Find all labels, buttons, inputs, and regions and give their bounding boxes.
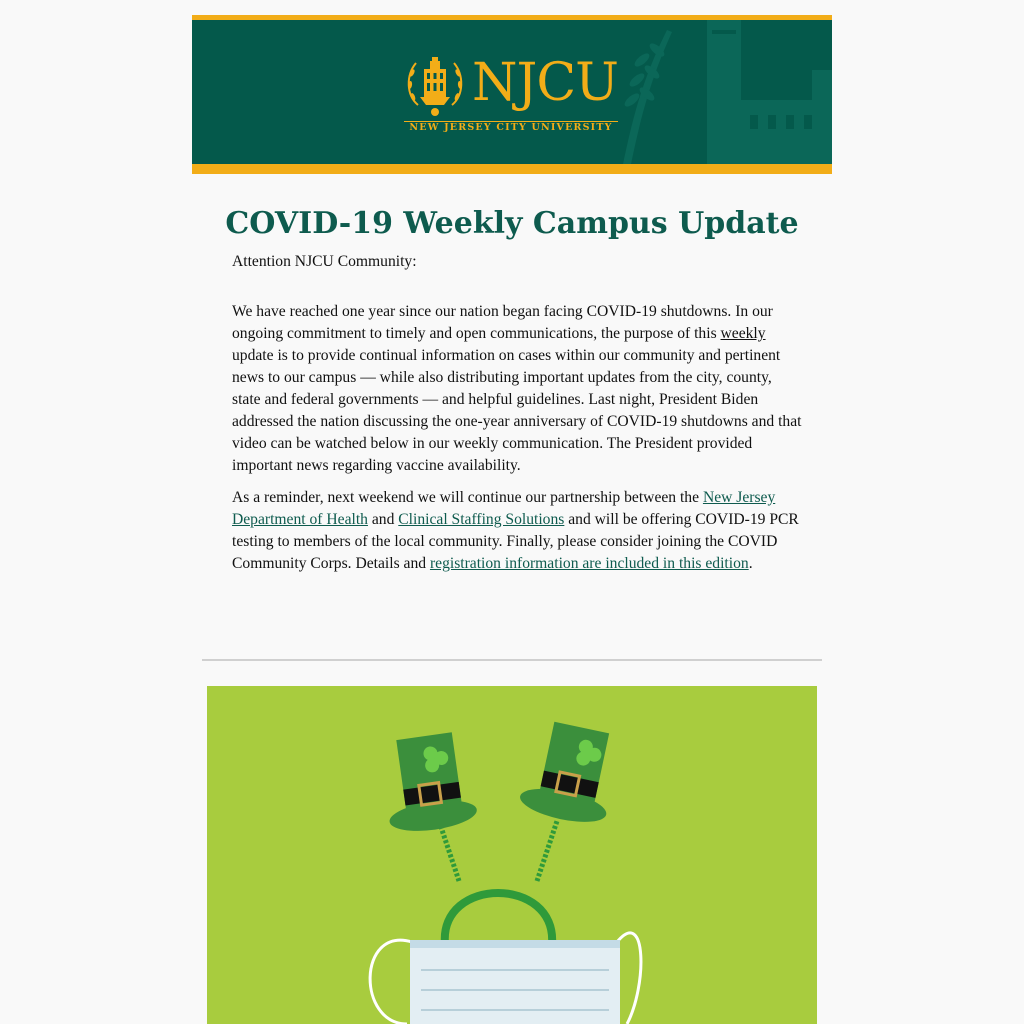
reminder-end: . (748, 555, 753, 572)
intro-paragraph (232, 301, 802, 477)
nj-department-of-health-link[interactable]: New Jersey Department of Health (232, 489, 776, 528)
section-divider (202, 659, 822, 661)
email-header-banner (192, 15, 832, 174)
reminder-text-a: As a reminder, next weekend we will continue our partnership between the (232, 489, 703, 506)
university-tower-seal-icon (404, 55, 466, 119)
weekly-underlined-word: weekly (720, 325, 766, 342)
clinical-staffing-solutions-link[interactable]: Clinical Staffing Solutions (398, 511, 565, 528)
reminder-text-b: and will be offering COVID-19 PCR testing to members of the local community. Finally, please consider joining the COVID Community Corps. Details and (232, 511, 799, 572)
header-bottom-stripe (192, 164, 832, 174)
hat-headband-and-mask-icon (207, 686, 817, 1024)
logo-subtitle: NEW JERSEY CITY UNIVERSITY (409, 122, 613, 133)
reminder-paragraph (232, 487, 802, 575)
greeting: Attention NJCU Community: (232, 253, 417, 270)
registration-information-link[interactable]: registration information are included in this edition (429, 555, 749, 572)
reminder-and: and (367, 511, 399, 528)
intro-text-b: update is to provide continual information on cases within our community and pertinent news to our campus — while also distributing important updates from the city, county, state and federal governments — and helpful guidelines. Last night, President Biden addressed the nation discussing the one-year anniversary of COVID-19 shutdowns and that video can be watched below in our weekly communication. The President provided important news regarding vaccine availability. (232, 347, 802, 474)
intro-text-a: We have reached one year since our nation began facing COVID-19 shutdowns. In our ongoing commitment to timely and open communications, the purpose of this (232, 303, 773, 342)
page-title: COVID-19 Weekly Campus Update (225, 206, 799, 241)
njcu-logo (404, 55, 624, 135)
logo-wordmark: NJCU (472, 53, 618, 113)
email-body (232, 251, 802, 575)
campus-building-watermark-icon (612, 20, 832, 169)
st-patricks-photo (207, 686, 817, 1024)
